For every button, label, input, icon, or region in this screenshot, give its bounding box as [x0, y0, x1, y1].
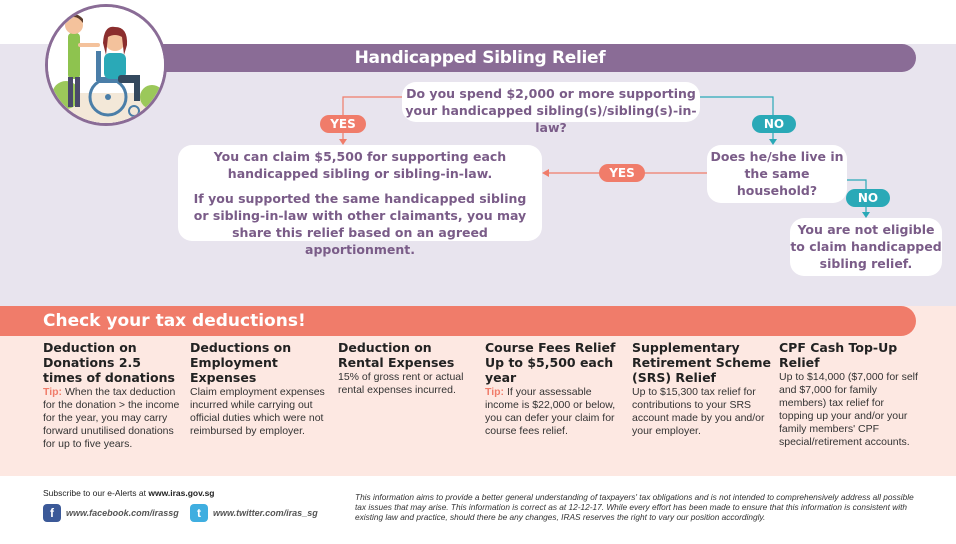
deduction-heading: CPF Cash Top-Up Relief: [779, 340, 898, 370]
deduction-tip-text: When the tax deduction for the donation > the income for the year, you may carry forward unutilised donations for up to five years.: [43, 386, 180, 450]
deduction-heading: Course Fees Relief Up to $5,500 each year: [485, 340, 616, 385]
question-same-household: Does he/she live in the same household?: [707, 145, 847, 203]
answer-eligible: [178, 145, 542, 257]
deduction-employment: [190, 340, 330, 438]
yes-badge-q1: YES: [320, 115, 366, 133]
facebook-link[interactable]: [43, 503, 179, 523]
deduction-heading: Deduction on Rental Expenses: [338, 340, 455, 370]
twitter-link[interactable]: [190, 503, 318, 523]
deduction-body-text: Claim employment expenses incurred while carrying out official duties which were not reimbursed by employer.: [190, 386, 325, 437]
facebook-icon: f: [43, 504, 61, 522]
question-spend-2000: Do you spend $2,000 or more supporting your handicapped sibling(s)/sibling(s)-in-law?: [402, 82, 700, 122]
subscribe-text: [43, 488, 215, 498]
deduction-body-text: Up to $15,300 tax relief for contributions to your SRS account made by you and/or your employer.: [632, 386, 765, 437]
subscribe-prefix: Subscribe to our e-Alerts at: [43, 488, 146, 498]
deduction-course-fees: [485, 340, 625, 438]
facebook-url[interactable]: www.facebook.com/irassg: [66, 508, 179, 518]
yes-badge-q2: YES: [599, 164, 645, 182]
page-title: Handicapped Sibling Relief: [354, 48, 606, 68]
deduction-heading: Supplementary Retirement Scheme (SRS) Relief: [632, 340, 772, 385]
no-badge-q2: NO: [846, 189, 890, 207]
deduction-rental: [338, 340, 478, 397]
tip-label: Tip:: [43, 386, 63, 398]
subscribe-link[interactable]: www.iras.gov.sg: [148, 488, 215, 498]
answer-eligible-claim: You can claim $5,500 for supporting each handicapped sibling or sibling-in-law.: [213, 149, 507, 181]
disclaimer-text: This information aims to provide a better general understanding of taxpayers' tax obligations and is not intended to comprehensively address all possible tax issues that may arise. This information is correct as at 12-12-17. While every effort has been made to ensure that this information is consistent with existing law and practice, should there be any changes, IRAS reserves the right to vary our position accordingly.: [355, 492, 914, 522]
deduction-donations: [43, 340, 183, 451]
answer-eligible-share: If you supported the same handicapped sibling or sibling-in-law with other claimants, you may share this relief based on an agreed apportionment.: [193, 191, 527, 257]
answer-not-eligible: You are not eligible to claim handicapped sibling relief.: [790, 218, 942, 276]
deduction-heading: Deductions on Employment Expenses: [190, 340, 292, 385]
deduction-heading: Deduction on Donations 2.5 times of donations: [43, 340, 175, 385]
deduction-cpf-topup: [779, 340, 919, 449]
deduction-srs: [632, 340, 772, 438]
arrow-q2-yes: [542, 169, 549, 177]
tip-label: Tip:: [485, 386, 505, 398]
deduction-body-text: 15% of gross rent or actual rental expenses incurred.: [338, 371, 464, 396]
deduction-body-text: Up to $14,000 ($7,000 for self and $7,000 for family members) tax relief for topping up your and/or your family members' CPF special/retirement accounts.: [779, 371, 918, 448]
deductions-title: Check your tax deductions!: [43, 311, 306, 331]
twitter-url[interactable]: www.twitter.com/iras_sg: [213, 508, 318, 518]
deduction-tip-text: If your assessable income is $22,000 or below, you can defer your claim for course fees relief.: [485, 386, 616, 437]
twitter-icon: t: [190, 504, 208, 522]
no-badge-q1: NO: [752, 115, 796, 133]
